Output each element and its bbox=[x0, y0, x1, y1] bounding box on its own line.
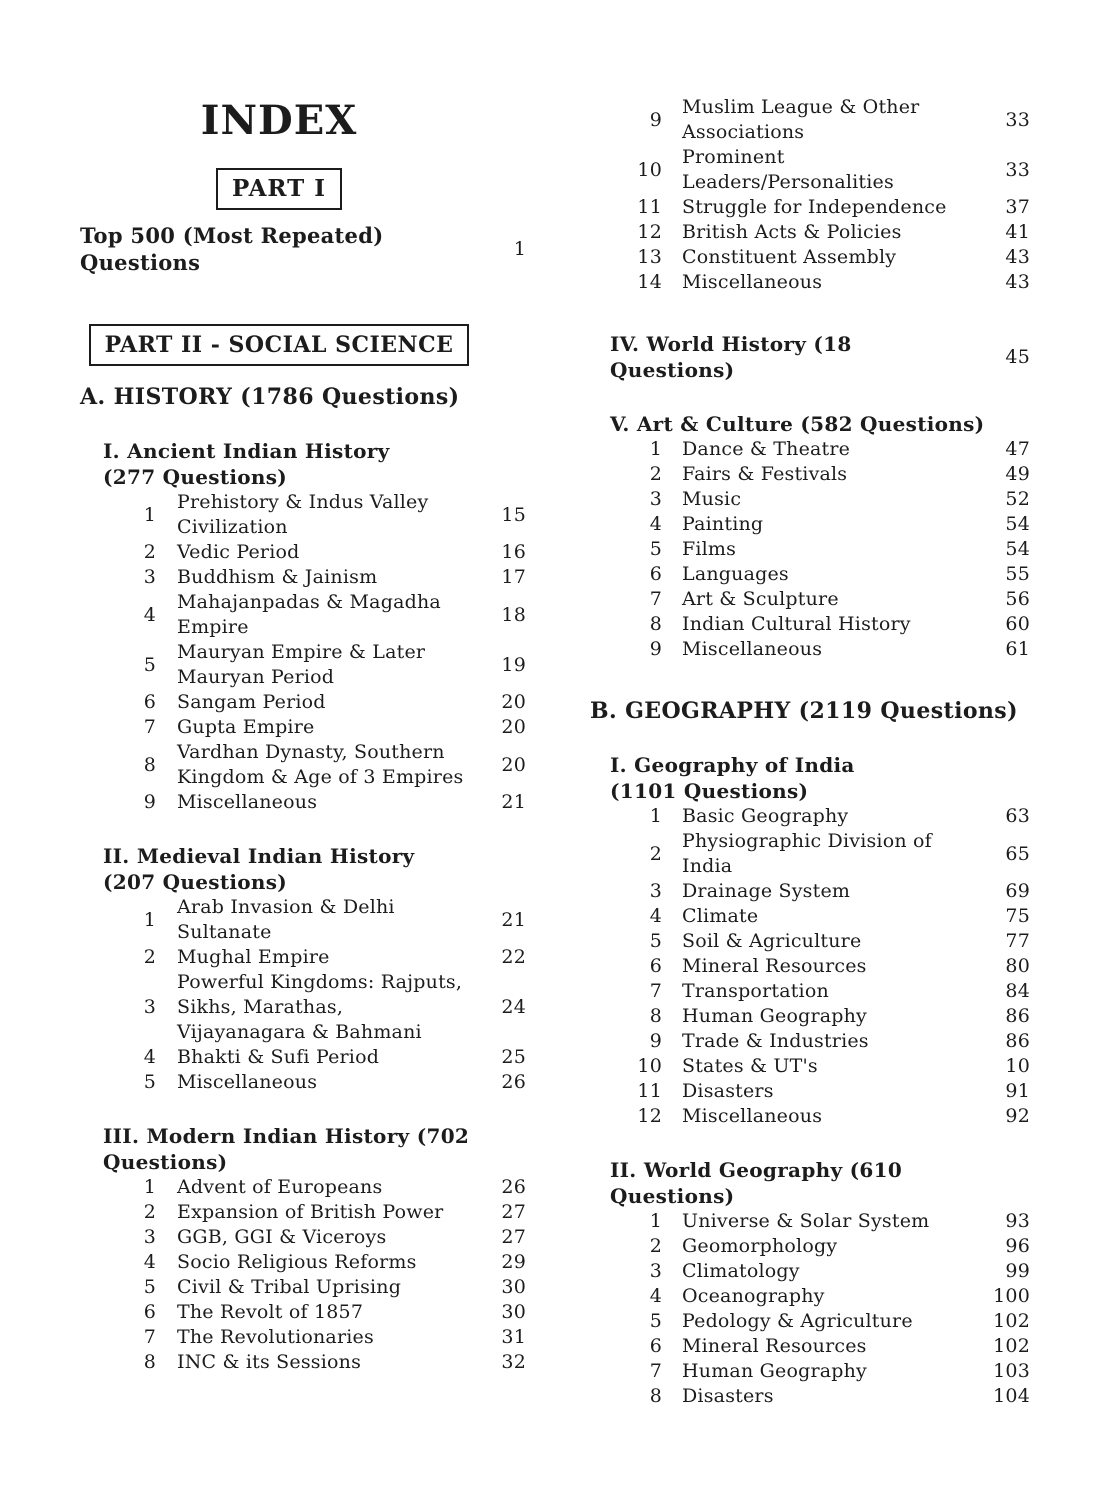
entry-title: Constituent Assembly bbox=[682, 246, 897, 268]
entry-number: 4 bbox=[649, 905, 662, 927]
toc-entry bbox=[590, 1209, 1030, 1234]
entry-number: 4 bbox=[649, 1285, 662, 1307]
entry-number: 9 bbox=[649, 108, 662, 131]
entry-number: 4 bbox=[649, 513, 662, 535]
entry-number: 4 bbox=[143, 603, 156, 626]
entry-page: 47 bbox=[1005, 438, 1030, 460]
toc-entry bbox=[590, 195, 1030, 220]
entry-title: Socio Religious Reforms bbox=[177, 1251, 417, 1273]
entry-title: Disasters bbox=[682, 1385, 774, 1407]
toc-entry bbox=[590, 637, 1030, 662]
toc-block bbox=[590, 752, 1030, 1129]
part-ii-label: PART II - SOCIAL SCIENCE bbox=[104, 332, 454, 358]
entry-page: 33 bbox=[1005, 108, 1030, 131]
subsection-heading bbox=[103, 843, 526, 895]
entry-number: 2 bbox=[143, 1201, 156, 1223]
entry-page: 33 bbox=[1005, 158, 1030, 181]
entry-page: 27 bbox=[501, 1201, 526, 1223]
entry-page: 103 bbox=[993, 1360, 1030, 1382]
entry-page: 26 bbox=[501, 1071, 526, 1093]
entry-page: 21 bbox=[501, 791, 526, 813]
toc-entry bbox=[80, 740, 526, 790]
toc-entry bbox=[590, 220, 1030, 245]
entry-number: 5 bbox=[143, 653, 156, 676]
toc-entry bbox=[590, 804, 1030, 829]
entry-page: 10 bbox=[1005, 1055, 1030, 1077]
entry-page: 41 bbox=[1005, 221, 1030, 243]
entry-title: Indian Cultural History bbox=[682, 613, 911, 635]
entry-title: Mughal Empire bbox=[177, 946, 330, 968]
entry-page: 93 bbox=[1005, 1210, 1030, 1232]
part-i-label: PART I bbox=[231, 175, 327, 202]
entry-title: Vedic Period bbox=[177, 541, 300, 563]
subsection-heading-line: (277 Questions) bbox=[103, 465, 288, 489]
entry-number: 3 bbox=[649, 488, 662, 510]
subsection-heading-line: II. Medieval Indian History bbox=[103, 844, 415, 868]
entry-page: 43 bbox=[1005, 271, 1030, 293]
entry-number: 4 bbox=[143, 1046, 156, 1068]
subsection-heading bbox=[610, 411, 1030, 437]
entry-page: 75 bbox=[1005, 905, 1030, 927]
entry-page: 24 bbox=[501, 996, 526, 1018]
part-ii-box bbox=[89, 324, 470, 366]
toc-entry bbox=[590, 1309, 1030, 1334]
entry-number: 2 bbox=[649, 1235, 662, 1257]
entry-page: 61 bbox=[1005, 638, 1030, 660]
entry-number: 8 bbox=[143, 1351, 156, 1373]
entry-title: Expansion of British Power bbox=[177, 1201, 444, 1223]
toc-entry bbox=[590, 1284, 1030, 1309]
entry-number: 4 bbox=[143, 1251, 156, 1273]
entry-number: 1 bbox=[649, 438, 662, 460]
part-i-box bbox=[216, 168, 342, 210]
toc-entry bbox=[590, 979, 1030, 1004]
toc-block bbox=[80, 1123, 526, 1375]
entry-page: 43 bbox=[1005, 246, 1030, 268]
toc-entry bbox=[590, 1334, 1030, 1359]
entry-page: 86 bbox=[1005, 1005, 1030, 1027]
entry-title: Prehistory & Indus Valley Civilization bbox=[177, 491, 429, 538]
toc-entry bbox=[80, 1250, 526, 1275]
entry-number: 3 bbox=[143, 996, 156, 1018]
toc-entry bbox=[590, 612, 1030, 637]
page-title: INDEX bbox=[200, 97, 358, 144]
toc-entry bbox=[590, 562, 1030, 587]
subsection-heading: IV. World History (18 Questions) bbox=[610, 332, 852, 382]
entry-page: 19 bbox=[501, 653, 526, 676]
entry-number: 2 bbox=[649, 463, 662, 485]
entry-title: Music bbox=[682, 488, 742, 510]
toc-block bbox=[590, 95, 1030, 295]
entry-page: 54 bbox=[1005, 538, 1030, 560]
entry-title: Languages bbox=[682, 563, 789, 585]
toc-entry bbox=[590, 1029, 1030, 1054]
entry-title: Painting bbox=[682, 513, 764, 535]
toc-entry bbox=[80, 1275, 526, 1300]
subsection-heading-line: Questions) bbox=[103, 1150, 228, 1174]
entry-page: 21 bbox=[501, 908, 526, 931]
entry-title: Trade & Industries bbox=[682, 1030, 869, 1052]
entry-page: 100 bbox=[993, 1285, 1030, 1307]
entry-number: 14 bbox=[637, 271, 662, 293]
entry-page: 69 bbox=[1005, 880, 1030, 902]
toc-entry bbox=[80, 1070, 526, 1095]
toc-entry bbox=[590, 437, 1030, 462]
entry-number: 8 bbox=[649, 1385, 662, 1407]
entry-number: 10 bbox=[637, 1055, 662, 1077]
subsection-heading-line: I. Geography of India bbox=[610, 753, 855, 777]
entry-page: 99 bbox=[1005, 1260, 1030, 1282]
entry-title: Struggle for Independence bbox=[682, 196, 947, 218]
entry-number: 8 bbox=[143, 753, 156, 776]
entry-title: Buddhism & Jainism bbox=[177, 566, 378, 588]
toc-entry bbox=[590, 954, 1030, 979]
entry-page: 20 bbox=[501, 716, 526, 738]
entry-page: 92 bbox=[1005, 1105, 1030, 1127]
entry-title: Climate bbox=[682, 905, 759, 927]
entry-page: 22 bbox=[501, 946, 526, 968]
entry-page: 1 bbox=[513, 237, 526, 260]
entry-number: 11 bbox=[637, 196, 662, 218]
toc-entry bbox=[590, 1054, 1030, 1079]
entry-number: 1 bbox=[143, 503, 156, 526]
entry-title: Soil & Agriculture bbox=[682, 930, 862, 952]
toc-entry bbox=[590, 1384, 1030, 1409]
entry-number: 7 bbox=[649, 1360, 662, 1382]
section-page-entry bbox=[590, 331, 1030, 383]
entry-page: 30 bbox=[501, 1301, 526, 1323]
entry-number: 3 bbox=[649, 1260, 662, 1282]
toc-entry bbox=[80, 1300, 526, 1325]
toc-entry bbox=[590, 145, 1030, 195]
entry-number: 2 bbox=[143, 541, 156, 563]
entry-number: 2 bbox=[143, 946, 156, 968]
entry-number: 8 bbox=[649, 613, 662, 635]
toc-entry bbox=[590, 270, 1030, 295]
toc-entry bbox=[590, 512, 1030, 537]
right-column bbox=[590, 0, 1030, 1409]
entry-page: 63 bbox=[1005, 805, 1030, 827]
entry-title: INC & its Sessions bbox=[177, 1351, 362, 1373]
entry-page: 65 bbox=[1005, 842, 1030, 865]
entry-page: 102 bbox=[993, 1310, 1030, 1332]
entry-page: 20 bbox=[501, 753, 526, 776]
toc-entry bbox=[590, 1104, 1030, 1129]
entry-number: 1 bbox=[649, 805, 662, 827]
entry-number: 3 bbox=[143, 1226, 156, 1248]
entry-page: 54 bbox=[1005, 513, 1030, 535]
entry-title: Powerful Kingdoms: Rajputs, Sikhs, Marathas, Vijayanagara & Bahmani bbox=[177, 971, 463, 1043]
entry-number: 5 bbox=[143, 1071, 156, 1093]
entry-title: Basic Geography bbox=[682, 805, 849, 827]
entry-page: 45 bbox=[1005, 345, 1030, 368]
entry-title: Dance & Theatre bbox=[682, 438, 851, 460]
entry-page: 29 bbox=[501, 1251, 526, 1273]
toc-entry bbox=[80, 490, 526, 540]
section-heading: A. HISTORY (1786 Questions) bbox=[80, 384, 460, 410]
toc-entry bbox=[80, 970, 526, 1045]
subsection-heading-line: (207 Questions) bbox=[103, 870, 288, 894]
entry-title: Arab Invasion & Delhi Sultanate bbox=[177, 896, 395, 943]
entry-page: 56 bbox=[1005, 588, 1030, 610]
toc-entry bbox=[590, 929, 1030, 954]
subsection-heading-line: I. Ancient Indian History bbox=[103, 439, 390, 463]
entry-number: 1 bbox=[143, 1176, 156, 1198]
toc-entry bbox=[80, 945, 526, 970]
entry-page: 77 bbox=[1005, 930, 1030, 952]
toc-entry-top-500 bbox=[80, 222, 526, 276]
entry-title: The Revolt of 1857 bbox=[177, 1301, 364, 1323]
subsection-heading bbox=[103, 1123, 526, 1175]
toc-entry bbox=[590, 245, 1030, 270]
entry-title: British Acts & Policies bbox=[682, 221, 902, 243]
entry-title: Vardhan Dynasty, Southern Kingdom & Age of 3 Empires bbox=[177, 741, 464, 788]
entry-title: Universe & Solar System bbox=[682, 1210, 930, 1232]
entry-title: Transportation bbox=[682, 980, 829, 1002]
entry-number: 5 bbox=[649, 1310, 662, 1332]
entry-number: 12 bbox=[637, 221, 662, 243]
toc-entry bbox=[80, 1225, 526, 1250]
entry-title: Human Geography bbox=[682, 1005, 867, 1027]
entry-page: 32 bbox=[501, 1351, 526, 1373]
entry-title: Civil & Tribal Uprising bbox=[177, 1276, 402, 1298]
toc-entry bbox=[590, 904, 1030, 929]
entry-title: Oceanography bbox=[682, 1285, 825, 1307]
entry-page: 84 bbox=[1005, 980, 1030, 1002]
entry-number: 9 bbox=[649, 1030, 662, 1052]
entry-page: 80 bbox=[1005, 955, 1030, 977]
entry-number: 6 bbox=[649, 563, 662, 585]
entry-number: 10 bbox=[637, 158, 662, 181]
entry-number: 1 bbox=[649, 1210, 662, 1232]
entry-number: 6 bbox=[143, 691, 156, 713]
entry-page: 27 bbox=[501, 1226, 526, 1248]
entry-title: GGB, GGI & Viceroys bbox=[177, 1226, 387, 1248]
entry-title: Sangam Period bbox=[177, 691, 326, 713]
entry-title: Geomorphology bbox=[682, 1235, 838, 1257]
entry-title: Prominent Leaders/Personalities bbox=[682, 146, 894, 193]
entry-title: Advent of Europeans bbox=[177, 1176, 383, 1198]
entry-page: 86 bbox=[1005, 1030, 1030, 1052]
entry-number: 12 bbox=[637, 1105, 662, 1127]
entry-number: 6 bbox=[143, 1301, 156, 1323]
toc-entry bbox=[590, 1004, 1030, 1029]
entry-title: Disasters bbox=[682, 1080, 774, 1102]
part-i-box-wrap bbox=[80, 168, 478, 210]
toc-block bbox=[590, 411, 1030, 662]
entry-title: Drainage System bbox=[682, 880, 851, 902]
entry-number: 5 bbox=[649, 538, 662, 560]
entry-page: 96 bbox=[1005, 1235, 1030, 1257]
entry-page: 60 bbox=[1005, 613, 1030, 635]
subsection-heading bbox=[610, 1157, 1030, 1209]
toc-block bbox=[80, 843, 526, 1095]
entry-page: 18 bbox=[501, 603, 526, 626]
entry-title: Human Geography bbox=[682, 1360, 867, 1382]
toc-entry bbox=[590, 537, 1030, 562]
entry-page: 55 bbox=[1005, 563, 1030, 585]
subsection-heading bbox=[610, 752, 1030, 804]
toc-entry bbox=[590, 1079, 1030, 1104]
left-toc-blocks bbox=[80, 384, 526, 1375]
toc-entry bbox=[80, 540, 526, 565]
entry-page: 49 bbox=[1005, 463, 1030, 485]
right-toc-blocks bbox=[590, 95, 1030, 1409]
entry-title: Miscellaneous bbox=[177, 1071, 318, 1093]
entry-page: 26 bbox=[501, 1176, 526, 1198]
entry-number: 9 bbox=[143, 791, 156, 813]
toc-entry bbox=[590, 1259, 1030, 1284]
entry-number: 5 bbox=[649, 930, 662, 952]
toc-entry bbox=[80, 640, 526, 690]
entry-number: 7 bbox=[143, 716, 156, 738]
left-column bbox=[80, 0, 526, 1375]
toc-entry bbox=[80, 1350, 526, 1375]
toc-entry bbox=[80, 565, 526, 590]
toc-entry bbox=[80, 590, 526, 640]
subsection-heading bbox=[103, 438, 526, 490]
entry-number: 7 bbox=[143, 1326, 156, 1348]
toc-block bbox=[590, 1157, 1030, 1409]
entry-number: 7 bbox=[649, 980, 662, 1002]
entry-title: Muslim League & Other Associations bbox=[682, 96, 920, 143]
entry-number: 3 bbox=[649, 880, 662, 902]
section-heading: B. GEOGRAPHY (2119 Questions) bbox=[590, 698, 1018, 724]
entry-title: Films bbox=[682, 538, 737, 560]
toc-block bbox=[80, 438, 526, 815]
subsection-heading-line: (1101 Questions) bbox=[610, 779, 809, 803]
toc-entry bbox=[80, 1045, 526, 1070]
entry-title: Top 500 (Most Repeated) Questions bbox=[80, 223, 384, 275]
entry-title: Miscellaneous bbox=[682, 271, 823, 293]
subsection-heading-line: II. World Geography (610 Questions) bbox=[610, 1158, 903, 1208]
entry-title: Pedology & Agriculture bbox=[682, 1310, 913, 1332]
toc-entry bbox=[590, 1359, 1030, 1384]
toc-entry bbox=[80, 790, 526, 815]
entry-page: 15 bbox=[501, 503, 526, 526]
toc-entry bbox=[80, 690, 526, 715]
entry-title: Art & Sculpture bbox=[682, 588, 839, 610]
toc-entry bbox=[590, 95, 1030, 145]
entry-page: 17 bbox=[501, 566, 526, 588]
entry-title: Miscellaneous bbox=[682, 1105, 823, 1127]
entry-page: 102 bbox=[993, 1335, 1030, 1357]
entry-number: 2 bbox=[649, 842, 662, 865]
entry-number: 6 bbox=[649, 955, 662, 977]
entry-page: 52 bbox=[1005, 488, 1030, 510]
entry-page: 25 bbox=[501, 1046, 526, 1068]
entry-title: Mineral Resources bbox=[682, 955, 867, 977]
entry-title: Gupta Empire bbox=[177, 716, 315, 738]
entry-title: The Revolutionaries bbox=[177, 1326, 374, 1348]
toc-entry bbox=[590, 1234, 1030, 1259]
entry-title: Fairs & Festivals bbox=[682, 463, 848, 485]
entry-number: 7 bbox=[649, 588, 662, 610]
entry-title: Miscellaneous bbox=[177, 791, 318, 813]
subsection-heading-line: V. Art & Culture (582 Questions) bbox=[610, 412, 985, 436]
toc-entry bbox=[80, 895, 526, 945]
part-ii-box-wrap bbox=[80, 324, 478, 366]
entry-number: 1 bbox=[143, 908, 156, 931]
entry-number: 6 bbox=[649, 1335, 662, 1357]
toc-entry bbox=[80, 1175, 526, 1200]
toc-entry bbox=[80, 1200, 526, 1225]
toc-entry bbox=[590, 587, 1030, 612]
entry-page: 16 bbox=[501, 541, 526, 563]
toc-entry bbox=[590, 487, 1030, 512]
entry-page: 37 bbox=[1005, 196, 1030, 218]
entry-number: 13 bbox=[637, 246, 662, 268]
entry-page: 104 bbox=[993, 1385, 1030, 1407]
entry-number: 9 bbox=[649, 638, 662, 660]
entry-title: Physiographic Division of India bbox=[682, 830, 932, 877]
entry-title: Miscellaneous bbox=[682, 638, 823, 660]
entry-title: Mauryan Empire & Later Mauryan Period bbox=[177, 641, 426, 688]
entry-title: Bhakti & Sufi Period bbox=[177, 1046, 380, 1068]
entry-title: Climatology bbox=[682, 1260, 800, 1282]
entry-page: 30 bbox=[501, 1276, 526, 1298]
entry-number: 3 bbox=[143, 566, 156, 588]
toc-entry bbox=[590, 829, 1030, 879]
toc-entry bbox=[80, 715, 526, 740]
entry-number: 5 bbox=[143, 1276, 156, 1298]
entry-number: 11 bbox=[637, 1080, 662, 1102]
toc-entry bbox=[590, 462, 1030, 487]
entry-number: 8 bbox=[649, 1005, 662, 1027]
entry-page: 20 bbox=[501, 691, 526, 713]
toc-entry bbox=[590, 879, 1030, 904]
entry-page: 91 bbox=[1005, 1080, 1030, 1102]
subsection-heading-line: III. Modern Indian History (702 bbox=[103, 1124, 470, 1148]
toc-entry bbox=[80, 1325, 526, 1350]
entry-page: 31 bbox=[501, 1326, 526, 1348]
entry-title: Mahajanpadas & Magadha Empire bbox=[177, 591, 441, 638]
entry-title: Mineral Resources bbox=[682, 1335, 867, 1357]
entry-title: States & UT's bbox=[682, 1055, 818, 1077]
